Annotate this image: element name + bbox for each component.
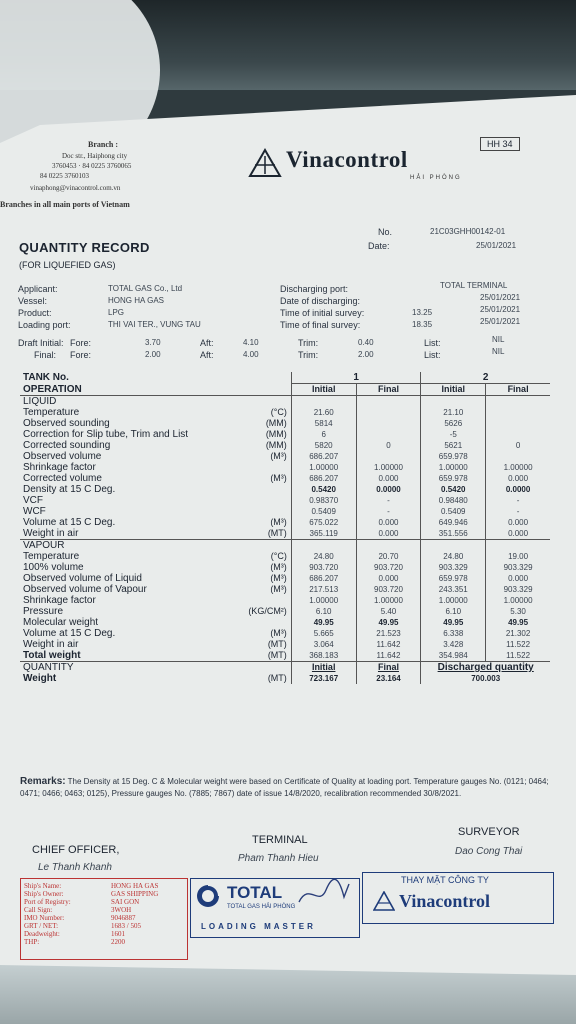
table-row [20, 506, 550, 517]
row-label: VCF [23, 495, 43, 506]
date-label: Date: [368, 241, 390, 251]
row-value: 6 [291, 429, 356, 440]
row-value: 6.10 [421, 606, 486, 617]
row-value: 11.642 [356, 639, 421, 650]
row-unit: (M³) [270, 473, 287, 483]
row-value: 0.5409 [421, 506, 486, 517]
page-subtitle: (FOR LIQUEFIED GAS) [19, 260, 116, 270]
row-value [421, 396, 486, 408]
applicant-value: TOTAL GAS Co., Ltd [108, 284, 183, 293]
vinacontrol-stamp-name: Vinacontrol [399, 891, 491, 911]
vinacontrol-logo: Vinacontrol [286, 147, 408, 172]
ship-stamp-value: 1683 / 505 [111, 922, 141, 930]
row-value: 659.978 [421, 573, 486, 584]
row-value [291, 396, 356, 408]
row-value: 49.95 [486, 617, 550, 628]
table-row [20, 551, 550, 562]
row-value: 243.351 [421, 584, 486, 595]
row-value: 6.10 [291, 606, 356, 617]
ship-stamp [20, 878, 188, 960]
fore-label: Fore: [70, 338, 92, 348]
row-value: 1.00000 [486, 462, 550, 473]
row-unit: (MT) [267, 639, 287, 649]
row-unit: (M³) [270, 584, 287, 594]
row-value: 0.000 [356, 528, 421, 540]
table-row [20, 484, 550, 495]
row-value: 0.5420 [291, 484, 356, 495]
row-value: 365.119 [291, 528, 356, 540]
table-row [20, 617, 550, 628]
row-value: 0 [486, 440, 550, 451]
row-unit [230, 396, 291, 408]
row-value: 686.207 [291, 473, 356, 484]
list-label-final: List: [424, 350, 441, 360]
row-value: 24.80 [421, 551, 486, 562]
row-value: 903.329 [486, 562, 550, 573]
product-label: Product: [18, 308, 52, 318]
row-value: 5820 [291, 440, 356, 451]
row-unit: (MT) [267, 650, 287, 660]
row-value: 368.183 [291, 650, 356, 662]
terminal-name: Pham Thanh Hieu [238, 853, 319, 864]
row-unit: (MM) [265, 429, 287, 439]
aft-label: Aft: [200, 338, 214, 348]
row-value: 5.40 [356, 606, 421, 617]
table-row [20, 396, 550, 408]
quantity-final-label: Final [356, 662, 421, 674]
row-value: 903.720 [356, 584, 421, 595]
row-label: Temperature [23, 407, 80, 418]
quantity-final: 23.164 [356, 673, 421, 684]
row-value: 354.984 [421, 650, 486, 662]
row-value: 20.70 [356, 551, 421, 562]
remarks-text: The Density at 15 Deg. C & Molecular weight were based on Certificate of Quality at loading port. Temperature gauges No. (0121; 0464; 0471; 0466; 0463; 0125), Pressure gauges No. (7885; 7867) date of issue 14/8/2020, recalibration recommended 30/8/2021. [20, 777, 549, 798]
time-initial-label: Time of initial survey: [280, 308, 365, 318]
row-value: 5.665 [291, 628, 356, 639]
tank-1-initial-header: Initial [291, 384, 356, 396]
ship-stamp-label: Ship's Owner: [24, 890, 64, 898]
row-value: 659.978 [421, 451, 486, 462]
row-value: 0.000 [486, 517, 550, 528]
row-value: 1.00000 [356, 595, 421, 606]
vinacontrol-stamp [362, 872, 554, 924]
quantity-initial-label: Initial [291, 662, 356, 674]
row-value: 351.556 [421, 528, 486, 540]
product-value: LPG [108, 308, 125, 317]
branch-line-6: Branches in all main ports of Vietnam [0, 200, 130, 209]
branch-line-1: Branch : [88, 140, 118, 149]
row-value: -5 [421, 429, 486, 440]
row-value: 0.0000 [486, 484, 550, 495]
row-label: Observed volume of Liquid [23, 573, 142, 584]
total-name: TOTAL [227, 883, 283, 902]
table-row [20, 606, 550, 617]
remarks [20, 776, 550, 800]
total-logo-icon [195, 883, 221, 914]
row-label: Corrected sounding [23, 440, 111, 451]
row-value: 217.513 [291, 584, 356, 595]
row-value: 21.10 [421, 407, 486, 418]
row-value: 49.95 [291, 617, 356, 628]
row-value: 903.329 [486, 584, 550, 595]
time-initial-value: 13.25 [412, 308, 433, 317]
ship-stamp-value: GAS SHIPPING [111, 890, 159, 898]
row-unit [230, 506, 291, 517]
row-value: - [486, 495, 550, 506]
row-value: 1.00000 [291, 595, 356, 606]
row-value: 5626 [421, 418, 486, 429]
row-value: 659.978 [421, 473, 486, 484]
tank-1-final-header: Final [356, 384, 421, 396]
row-value: 0.5420 [421, 484, 486, 495]
row-value: 49.95 [356, 617, 421, 628]
vinacontrol-logo-icon [248, 148, 282, 183]
row-value: 675.022 [291, 517, 356, 528]
quantity-label: QUANTITY [23, 662, 74, 673]
row-value [356, 451, 421, 462]
ship-stamp-value: SAI GON [111, 898, 140, 906]
row-value: 649.946 [421, 517, 486, 528]
ship-stamp-label: Ship's Name: [24, 882, 62, 890]
loading-master: LOADING MASTER [201, 922, 316, 931]
operation-label: OPERATION [23, 383, 82, 395]
row-value [421, 540, 486, 552]
row-label: Correction for Slip tube, Trim and List [23, 429, 189, 440]
row-value [486, 451, 550, 462]
row-unit: (M³) [270, 562, 287, 572]
table-row [20, 528, 550, 540]
row-value: 903.720 [356, 562, 421, 573]
row-value: - [486, 506, 550, 517]
row-value: - [356, 506, 421, 517]
row-label: VAPOUR [23, 540, 65, 551]
surveyor-title: SURVEYOR [458, 826, 520, 838]
table-row [20, 517, 550, 528]
total-sub: TOTAL GAS HẢI PHÒNG [227, 904, 296, 910]
table-row [20, 584, 550, 595]
table-row [20, 462, 550, 473]
quantity-unit: (MT) [267, 673, 287, 683]
loading-port-value: THI VAI TER., VUNG TAU [108, 320, 201, 329]
row-value: 21.60 [291, 407, 356, 418]
loading-port-label: Loading port: [18, 320, 71, 330]
row-value: 903.329 [421, 562, 486, 573]
row-value: 0.000 [486, 528, 550, 540]
ship-stamp-label: Call Sign: [24, 906, 53, 914]
table-row [20, 540, 550, 552]
row-value [356, 429, 421, 440]
final-fore: 2.00 [145, 350, 161, 359]
list-final: NIL [492, 347, 505, 356]
row-value: - [356, 495, 421, 506]
table-row [20, 418, 550, 429]
row-value [486, 540, 550, 552]
row-label: Density at 15 C Deg. [23, 484, 116, 495]
row-unit: (M³) [270, 573, 287, 583]
list-initial: NIL [492, 335, 505, 344]
date-discharging-label: Date of discharging: [280, 296, 361, 306]
row-value [486, 407, 550, 418]
ship-stamp-value: 1601 [111, 930, 125, 938]
ship-stamp-label: IMO Number: [24, 914, 65, 922]
row-unit: (MM) [265, 418, 287, 428]
row-value: 1.00000 [291, 462, 356, 473]
vessel-label: Vessel: [18, 296, 48, 306]
logo-subtitle: HẢI PHÒNG [410, 175, 462, 181]
table-row [20, 440, 550, 451]
row-value: 1.00000 [421, 462, 486, 473]
no-value: 21C03GHH00142-01 [430, 227, 506, 236]
time-final-value: 18.35 [412, 320, 433, 329]
trim-label-final: Trim: [298, 350, 319, 360]
row-value: 11.522 [486, 650, 550, 662]
ship-stamp-value: 9046887 [111, 914, 136, 922]
row-unit [230, 540, 291, 552]
row-value: 3.428 [421, 639, 486, 650]
row-unit: (°C) [270, 551, 287, 561]
page-title: QUANTITY RECORD [19, 240, 150, 255]
final-label: Final: [34, 350, 57, 360]
initial-fore: 3.70 [145, 338, 161, 347]
row-value [486, 418, 550, 429]
row-label: Weight in air [23, 639, 79, 650]
date-discharging-value: 25/01/2021 [480, 293, 521, 302]
row-value: 0 [356, 440, 421, 451]
table-row [20, 451, 550, 462]
row-value: 0.000 [356, 517, 421, 528]
row-unit: (MM) [265, 440, 287, 450]
table-row [20, 628, 550, 639]
row-label: Corrected volume [23, 473, 102, 484]
row-label: Pressure [23, 606, 64, 617]
row-unit [230, 617, 291, 628]
table-row [20, 650, 550, 662]
table-row [20, 573, 550, 584]
row-unit: (KG/CM²) [248, 606, 287, 616]
row-value [486, 429, 550, 440]
row-label: Observed volume of Vapour [23, 584, 147, 595]
applicant-label: Applicant: [18, 284, 58, 294]
row-value: 0.000 [356, 473, 421, 484]
ship-stamp-label: THP: [24, 938, 40, 946]
table-row [20, 473, 550, 484]
surveyor-name: Dao Cong Thai [455, 846, 523, 857]
row-value: 0.000 [356, 573, 421, 584]
row-value: 11.522 [486, 639, 550, 650]
row-value: 5621 [421, 440, 486, 451]
row-value: 0.5409 [291, 506, 356, 517]
weight-label: Weight [23, 673, 57, 684]
row-value: 1.00000 [421, 595, 486, 606]
tank-2-initial-header: Initial [421, 384, 486, 396]
ship-stamp-label: Deadweight: [24, 930, 60, 938]
row-label: WCF [23, 506, 46, 517]
chief-officer-name: Le Thanh Khanh [38, 862, 112, 873]
row-value: 1.00000 [486, 595, 550, 606]
ship-stamp-value: 3WOH [111, 906, 132, 914]
row-unit: (M³) [270, 517, 287, 527]
table-row [20, 595, 550, 606]
time-initial-date: 25/01/2021 [480, 305, 521, 314]
branch-line-4: 84 0225 3760103 [40, 172, 89, 180]
row-value: 19.00 [486, 551, 550, 562]
chief-officer-title: CHIEF OFFICER, [32, 844, 120, 856]
row-value [356, 540, 421, 552]
tank-1-header: 1 [291, 372, 421, 384]
signature-mark [294, 872, 354, 917]
trim-label: Trim: [298, 338, 319, 348]
branch-line-5: vinaphong@vinacontrol.com.vn [30, 184, 121, 192]
tank-2-header: 2 [421, 372, 550, 384]
row-value: 903.720 [291, 562, 356, 573]
draft-initial-label: Draft Initial: [18, 338, 64, 348]
no-label: No. [378, 227, 393, 237]
row-unit [230, 495, 291, 506]
discharged-quantity: 700.003 [421, 673, 550, 684]
row-label: Molecular weight [23, 617, 99, 628]
row-value: 0.0000 [356, 484, 421, 495]
time-final-label: Time of final survey: [280, 320, 361, 330]
row-unit: (MT) [267, 528, 287, 538]
table-row [20, 639, 550, 650]
branch-line-2: Doc str., Haiphong city [62, 152, 128, 160]
table-row [20, 562, 550, 573]
row-label: LIQUID [23, 396, 57, 407]
row-value: 5.30 [486, 606, 550, 617]
row-label: Volume at 15 C Deg. [23, 628, 116, 639]
ship-stamp-value: HONG HA GAS [111, 882, 159, 890]
row-value: 11.642 [356, 650, 421, 662]
row-label: Observed volume [23, 451, 102, 462]
row-value [291, 540, 356, 552]
row-value: 0.000 [486, 473, 550, 484]
row-value: 6.338 [421, 628, 486, 639]
list-label: List: [424, 338, 441, 348]
quantity-initial: 723.167 [291, 673, 356, 684]
row-label: Shrinkage factor [23, 595, 96, 606]
trim-initial: 0.40 [358, 338, 374, 347]
row-value [486, 396, 550, 408]
row-value: 0.98370 [291, 495, 356, 506]
fore-label-final: Fore: [70, 350, 92, 360]
vessel-value: HONG HA GAS [108, 296, 165, 305]
tank-2-final-header: Final [486, 384, 550, 396]
discharging-port-label: Discharging port: [280, 284, 349, 294]
row-value: 49.95 [421, 617, 486, 628]
final-aft: 4.00 [243, 350, 259, 359]
initial-aft: 4.10 [243, 338, 259, 347]
row-unit: (°C) [270, 407, 287, 417]
table-row [20, 407, 550, 418]
table-row [20, 429, 550, 440]
row-label: Total weight [23, 650, 81, 661]
date-value: 25/01/2021 [476, 241, 517, 250]
ship-stamp-label: GRT / NET: [24, 922, 59, 930]
branch-line-3: 3760453 · 84 0225 3760065 [52, 162, 132, 170]
time-final-date: 25/01/2021 [480, 317, 521, 326]
row-label: Temperature [23, 551, 80, 562]
row-value: 1.00000 [356, 462, 421, 473]
row-value [356, 407, 421, 418]
row-value: 686.207 [291, 451, 356, 462]
row-value: 5814 [291, 418, 356, 429]
table-row [20, 495, 550, 506]
aft-label-final: Aft: [200, 350, 214, 360]
remarks-label: Remarks: [20, 776, 66, 787]
row-unit: (M³) [270, 451, 287, 461]
row-unit [230, 595, 291, 606]
row-value: 686.207 [291, 573, 356, 584]
row-label: Weight in air [23, 528, 79, 539]
trim-final: 2.00 [358, 350, 374, 359]
row-label: 100% volume [23, 562, 84, 573]
tank-no-label: TANK No. [23, 372, 69, 384]
row-value: 24.80 [291, 551, 356, 562]
thay-mat-cong-ty: THAY MẶT CÔNG TY [401, 875, 489, 885]
row-value: 0.98480 [421, 495, 486, 506]
terminal-title: TERMINAL [252, 834, 308, 846]
row-unit [230, 462, 291, 473]
row-value [356, 396, 421, 408]
ship-stamp-value: 2200 [111, 938, 125, 946]
quantity-table [20, 372, 550, 684]
row-label: Shrinkage factor [23, 462, 96, 473]
row-label: Observed sounding [23, 418, 110, 429]
row-value: 0.000 [486, 573, 550, 584]
doc-code: HH 34 [480, 137, 520, 151]
row-unit [230, 484, 291, 495]
discharging-port-value: TOTAL TERMINAL [440, 281, 508, 290]
row-value [356, 418, 421, 429]
row-label: Volume at 15 C Deg. [23, 517, 116, 528]
ship-stamp-label: Port of Registry: [24, 898, 71, 906]
row-value: 3.064 [291, 639, 356, 650]
row-value: 21.302 [486, 628, 550, 639]
row-unit: (M³) [270, 628, 287, 638]
discharged-quantity-label: Discharged quantity [421, 662, 550, 674]
vinacontrol-stamp-icon [373, 891, 395, 916]
row-value: 21.523 [356, 628, 421, 639]
